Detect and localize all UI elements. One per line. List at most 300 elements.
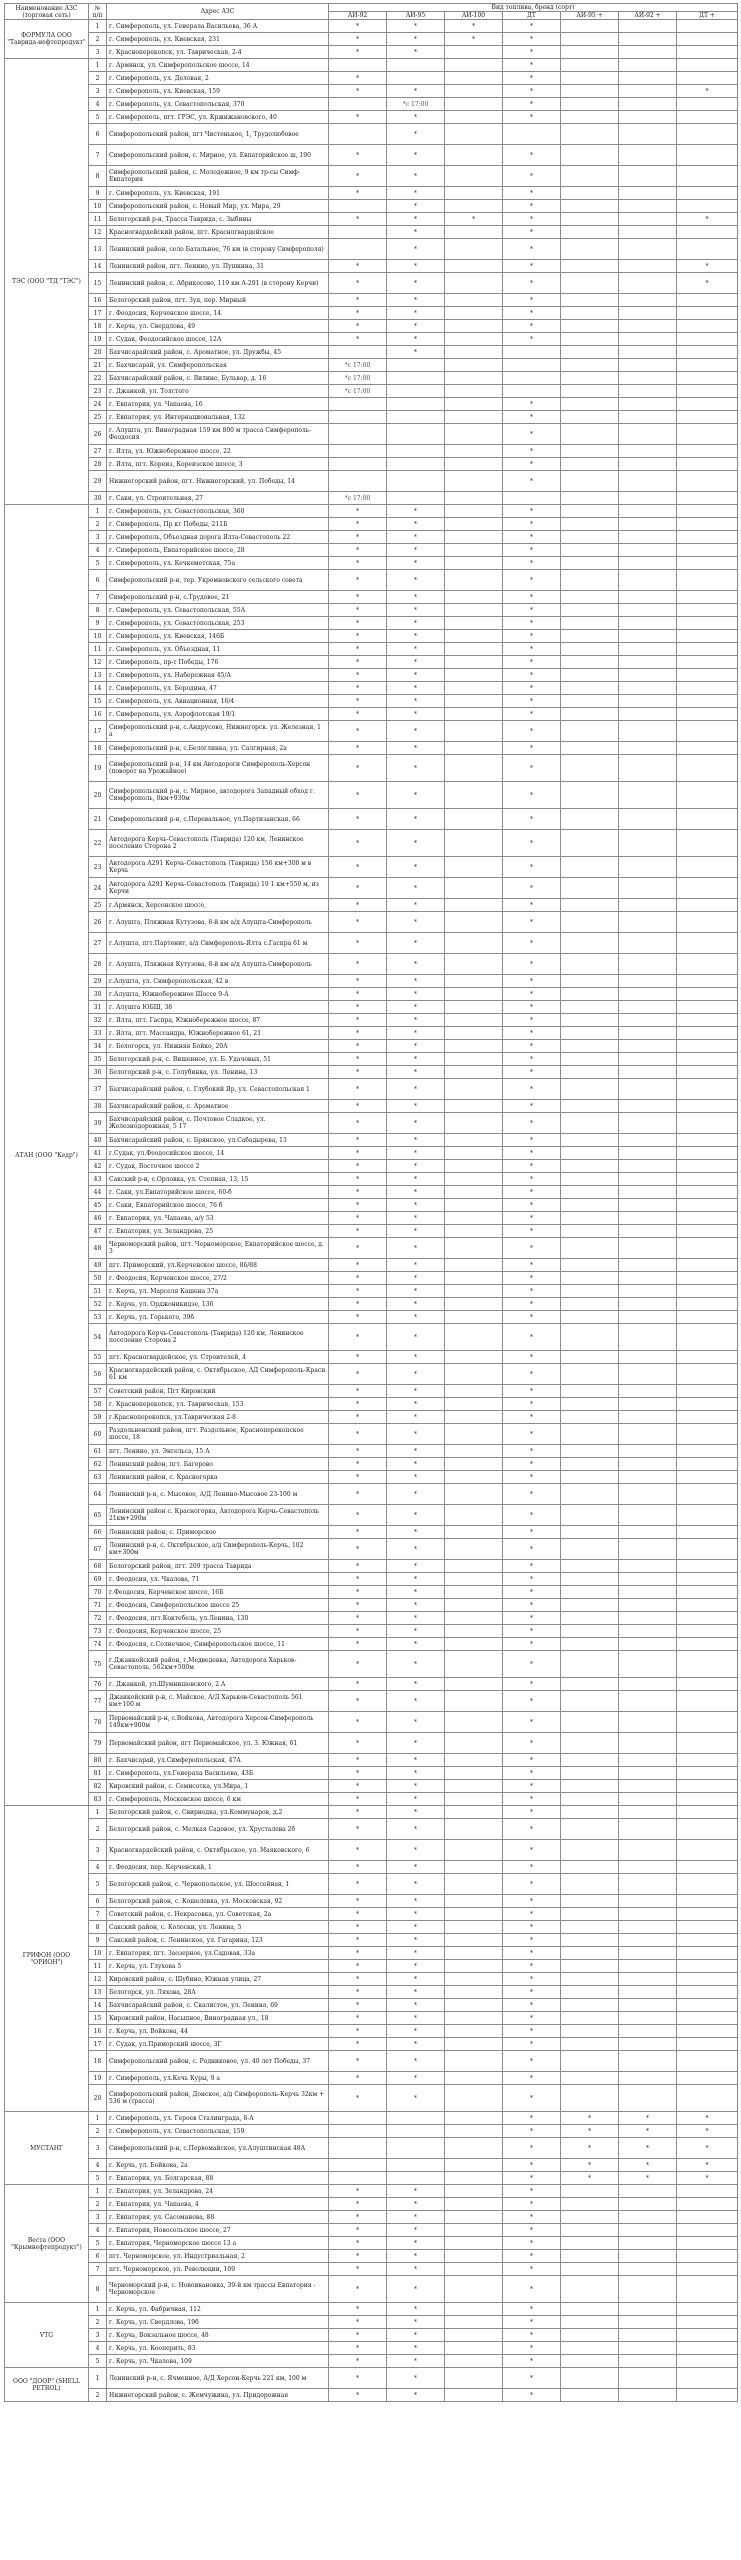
- fuel-availability-cell: *: [677, 273, 738, 294]
- table-row: [5, 200, 738, 213]
- table-row: [5, 1079, 738, 1100]
- table-row: [5, 33, 738, 46]
- row-number-cell: 2: [89, 33, 107, 46]
- table-row: [5, 1733, 738, 1754]
- fuel-availability-cell: *: [329, 1053, 387, 1066]
- address-cell: г. Симферополь, ул. Объездная, 11: [107, 643, 329, 656]
- fuel-availability-cell: *: [503, 1806, 561, 1819]
- fuel-availability-cell: *: [387, 630, 445, 643]
- fuel-availability-cell: [619, 656, 677, 669]
- fuel-availability-cell: [561, 2198, 619, 2211]
- fuel-availability-cell: [619, 1113, 677, 1134]
- fuel-availability-cell: *: [329, 1612, 387, 1625]
- row-number-cell: 1: [89, 2303, 107, 2316]
- fuel-availability-cell: [445, 899, 503, 912]
- fuel-availability-cell: *: [329, 721, 387, 742]
- fuel-availability-cell: [561, 1806, 619, 1819]
- fuel-availability-cell: *: [503, 782, 561, 809]
- fuel-availability-cell: [561, 1458, 619, 1471]
- address-cell: Белогорский район, с. Мелкая Садовое, ул. Хрусталева 2б: [107, 1819, 329, 1840]
- fuel-availability-cell: *: [503, 411, 561, 424]
- fuel-availability-cell: [561, 1986, 619, 1999]
- fuel-availability-cell: *: [503, 294, 561, 307]
- table-row: [5, 1573, 738, 1586]
- fuel-availability-cell: *: [387, 591, 445, 604]
- fuel-availability-cell: *: [387, 1040, 445, 1053]
- fuel-availability-cell: *: [329, 1040, 387, 1053]
- fuel-availability-cell: *: [503, 2112, 561, 2125]
- table-row: [5, 1505, 738, 1526]
- fuel-availability-cell: [387, 2172, 445, 2185]
- table-row: [5, 708, 738, 721]
- fuel-availability-cell: [677, 1612, 738, 1625]
- fuel-availability-cell: [677, 630, 738, 643]
- fuel-availability-cell: *: [503, 721, 561, 742]
- fuel-availability-cell: *: [387, 2368, 445, 2389]
- row-number-cell: 81: [89, 1767, 107, 1780]
- fuel-availability-cell: *: [329, 591, 387, 604]
- fuel-availability-cell: [445, 2038, 503, 2051]
- fuel-availability-cell: [561, 1733, 619, 1754]
- address-cell: г. Керчь, ул. Фабричная, 112: [107, 2303, 329, 2316]
- fuel-availability-cell: [561, 1173, 619, 1186]
- header-number: № п/п: [89, 4, 107, 20]
- row-number-cell: 37: [89, 1079, 107, 1100]
- fuel-availability-cell: [677, 2224, 738, 2237]
- fuel-availability-cell: *: [329, 988, 387, 1001]
- fuel-availability-cell: [561, 782, 619, 809]
- table-row: [5, 695, 738, 708]
- fuel-availability-cell: [445, 1285, 503, 1298]
- fuel-availability-cell: [445, 1160, 503, 1173]
- fuel-availability-cell: *: [387, 1212, 445, 1225]
- fuel-availability-cell: *: [387, 1186, 445, 1199]
- fuel-availability-cell: [561, 200, 619, 213]
- fuel-availability-cell: [677, 830, 738, 857]
- fuel-availability-cell: [561, 1625, 619, 1638]
- address-cell: Ленинский район с. Красногорка, Автодорога Керчь-Севастополь 21км+290м: [107, 1505, 329, 1526]
- row-number-cell: 53: [89, 1311, 107, 1324]
- fuel-availability-cell: *: [387, 1573, 445, 1586]
- fuel-availability-cell: *: [329, 2072, 387, 2085]
- table-row: [5, 544, 738, 557]
- row-number-cell: 6: [89, 2250, 107, 2263]
- fuel-availability-cell: [561, 1186, 619, 1199]
- fuel-availability-cell: [619, 809, 677, 830]
- fuel-availability-cell: *: [387, 604, 445, 617]
- fuel-availability-cell: *: [387, 557, 445, 570]
- fuel-availability-cell: [677, 1793, 738, 1806]
- fuel-availability-cell: *с 17:00: [329, 385, 387, 398]
- row-number-cell: 12: [89, 656, 107, 669]
- table-body: [5, 20, 738, 2402]
- fuel-availability-cell: [619, 1819, 677, 1840]
- fuel-availability-cell: *: [387, 1793, 445, 1806]
- fuel-availability-cell: *: [503, 570, 561, 591]
- fuel-availability-cell: *: [329, 1840, 387, 1861]
- fuel-availability-cell: [561, 604, 619, 617]
- fuel-availability-cell: *: [329, 1272, 387, 1285]
- fuel-availability-cell: [619, 471, 677, 492]
- table-row: [5, 2303, 738, 2316]
- fuel-availability-cell: [677, 59, 738, 72]
- fuel-availability-cell: [619, 1560, 677, 1573]
- fuel-availability-cell: [619, 1484, 677, 1505]
- address-cell: Ленинский район, с. Приморское: [107, 1526, 329, 1539]
- table-row: [5, 1311, 738, 1324]
- fuel-availability-cell: *: [677, 2138, 738, 2159]
- row-number-cell: 2: [89, 2198, 107, 2211]
- table-row: [5, 1539, 738, 1560]
- fuel-availability-cell: *с 17:00: [329, 492, 387, 505]
- fuel-availability-cell: [445, 111, 503, 124]
- fuel-availability-cell: *: [329, 1986, 387, 1999]
- fuel-availability-cell: [619, 1840, 677, 1861]
- fuel-availability-cell: [677, 1819, 738, 1840]
- row-number-cell: 2: [89, 1819, 107, 1840]
- fuel-availability-cell: [561, 2368, 619, 2389]
- fuel-availability-cell: *: [387, 2355, 445, 2368]
- fuel-availability-cell: [445, 2185, 503, 2198]
- fuel-availability-cell: [677, 1364, 738, 1385]
- row-number-cell: 9: [89, 1934, 107, 1947]
- fuel-availability-cell: *: [677, 2159, 738, 2172]
- row-number-cell: 58: [89, 1398, 107, 1411]
- fuel-availability-cell: [677, 899, 738, 912]
- fuel-availability-cell: *: [329, 1100, 387, 1113]
- document: [4, 3, 737, 2402]
- fuel-availability-cell: *: [503, 200, 561, 213]
- fuel-availability-cell: [561, 124, 619, 145]
- fuel-availability-cell: *: [387, 1947, 445, 1960]
- fuel-availability-cell: *: [387, 346, 445, 359]
- fuel-availability-cell: [445, 1147, 503, 1160]
- fuel-availability-cell: [677, 617, 738, 630]
- address-cell: г. Евпатория, ул. Зеландрова, 24: [107, 2185, 329, 2198]
- fuel-availability-cell: *: [329, 1586, 387, 1599]
- address-cell: Ленинский район, село Батальное, 76 км (в сторону Симферополя): [107, 239, 329, 260]
- fuel-availability-cell: [619, 1733, 677, 1754]
- fuel-availability-cell: *: [503, 1733, 561, 1754]
- fuel-availability-cell: [561, 2263, 619, 2276]
- fuel-availability-cell: [561, 809, 619, 830]
- fuel-availability-cell: *: [387, 1560, 445, 1573]
- fuel-availability-cell: [619, 2342, 677, 2355]
- fuel-availability-cell: [561, 1819, 619, 1840]
- fuel-availability-cell: *: [677, 2112, 738, 2125]
- fuel-availability-cell: *: [387, 111, 445, 124]
- table-row: [5, 2159, 738, 2172]
- fuel-availability-cell: [445, 471, 503, 492]
- table-row: [5, 166, 738, 187]
- fuel-availability-cell: *: [503, 2303, 561, 2316]
- address-cell: г. Саки, ул.Евпаторийское шоссе, 60-б: [107, 1186, 329, 1199]
- fuel-availability-cell: [677, 46, 738, 59]
- fuel-availability-cell: [387, 398, 445, 411]
- table-row: [5, 1212, 738, 1225]
- fuel-availability-cell: *: [329, 2250, 387, 2263]
- fuel-availability-cell: *: [387, 320, 445, 333]
- fuel-availability-cell: [619, 1445, 677, 1458]
- fuel-availability-cell: [677, 1001, 738, 1014]
- fuel-availability-cell: [503, 346, 561, 359]
- fuel-availability-cell: [619, 1780, 677, 1793]
- address-cell: г. Симферополь, Объездная дорога Ялта-Севастополь 22: [107, 531, 329, 544]
- fuel-availability-cell: [329, 445, 387, 458]
- table-row: [5, 2237, 738, 2250]
- fuel-availability-cell: *: [503, 1780, 561, 1793]
- row-number-cell: 38: [89, 1100, 107, 1113]
- fuel-availability-cell: [387, 59, 445, 72]
- address-cell: Симферопольский р-н, с.Трудовое, 21: [107, 591, 329, 604]
- fuel-availability-cell: [677, 145, 738, 166]
- fuel-availability-cell: *: [503, 1424, 561, 1445]
- fuel-availability-cell: [619, 2276, 677, 2303]
- fuel-availability-cell: *: [329, 630, 387, 643]
- fuel-availability-cell: [445, 2051, 503, 2072]
- fuel-availability-cell: *: [387, 1014, 445, 1027]
- address-cell: г. Феодосия, ул. Чкалова, 71: [107, 1573, 329, 1586]
- fuel-availability-cell: [445, 721, 503, 742]
- fuel-availability-cell: [619, 695, 677, 708]
- fuel-availability-cell: *: [503, 2342, 561, 2355]
- fuel-availability-cell: *: [503, 145, 561, 166]
- address-cell: пгт. Черноморское, ул. Революции, 109: [107, 2263, 329, 2276]
- table-row: [5, 333, 738, 346]
- fuel-availability-cell: [445, 591, 503, 604]
- table-row: [5, 294, 738, 307]
- fuel-availability-cell: [677, 1908, 738, 1921]
- fuel-availability-cell: [619, 1398, 677, 1411]
- fuel-availability-cell: *: [503, 544, 561, 557]
- fuel-availability-cell: [561, 1934, 619, 1947]
- fuel-availability-cell: *: [387, 695, 445, 708]
- fuel-availability-cell: [677, 518, 738, 531]
- fuel-availability-cell: *: [387, 809, 445, 830]
- fuel-availability-cell: [561, 721, 619, 742]
- fuel-availability-cell: [445, 1324, 503, 1351]
- fuel-availability-cell: *: [329, 1311, 387, 1324]
- address-cell: г. Симферополь, ул. Аэрофлотская 19/1: [107, 708, 329, 721]
- row-number-cell: 21: [89, 809, 107, 830]
- table-row: [5, 411, 738, 424]
- fuel-availability-cell: *: [387, 857, 445, 878]
- fuel-availability-cell: *: [503, 742, 561, 755]
- table-row: [5, 2342, 738, 2355]
- row-number-cell: 73: [89, 1625, 107, 1638]
- fuel-availability-cell: *: [503, 988, 561, 1001]
- row-number-cell: 4: [89, 98, 107, 111]
- fuel-availability-cell: *: [387, 1298, 445, 1311]
- fuel-availability-cell: [677, 458, 738, 471]
- address-cell: г. Феодосия, Симферопольское шоссе 25: [107, 1599, 329, 1612]
- fuel-availability-cell: [677, 809, 738, 830]
- fuel-availability-cell: [445, 669, 503, 682]
- fuel-availability-cell: [329, 458, 387, 471]
- row-number-cell: 24: [89, 878, 107, 899]
- fuel-availability-cell: [445, 1134, 503, 1147]
- fuel-availability-cell: [619, 1806, 677, 1819]
- network-name-cell: ООО "ДООР" (SHELL PETROL): [5, 2368, 89, 2402]
- address-cell: Ленинский район, пгт. Багерово: [107, 1458, 329, 1471]
- fuel-availability-cell: [561, 1712, 619, 1733]
- fuel-availability-cell: *: [387, 1840, 445, 1861]
- fuel-availability-cell: [561, 1411, 619, 1424]
- row-number-cell: 7: [89, 145, 107, 166]
- fuel-availability-cell: [677, 1780, 738, 1793]
- fuel-availability-cell: [677, 2263, 738, 2276]
- fuel-availability-cell: [445, 782, 503, 809]
- fuel-availability-cell: [677, 1285, 738, 1298]
- fuel-availability-cell: [387, 445, 445, 458]
- fuel-availability-cell: *: [387, 1638, 445, 1651]
- fuel-availability-cell: *: [503, 617, 561, 630]
- address-cell: г. Феодосия, Керченское шоссе, 27/2: [107, 1272, 329, 1285]
- fuel-availability-cell: [677, 2250, 738, 2263]
- fuel-availability-cell: *: [503, 471, 561, 492]
- fuel-availability-cell: [677, 531, 738, 544]
- fuel-availability-cell: [677, 1040, 738, 1053]
- address-cell: пгт. Черноморское, ул. Индустриальная, 2: [107, 2250, 329, 2263]
- fuel-availability-cell: [445, 1113, 503, 1134]
- fuel-availability-cell: [677, 570, 738, 591]
- row-number-cell: 8: [89, 2276, 107, 2303]
- row-number-cell: 54: [89, 1324, 107, 1351]
- fuel-availability-cell: [619, 1625, 677, 1638]
- fuel-availability-cell: *: [387, 1874, 445, 1895]
- fuel-availability-cell: *: [503, 445, 561, 458]
- fuel-availability-cell: [677, 239, 738, 260]
- row-number-cell: 41: [89, 1147, 107, 1160]
- fuel-availability-cell: *: [329, 85, 387, 98]
- fuel-availability-cell: [677, 878, 738, 899]
- fuel-availability-cell: *: [329, 1539, 387, 1560]
- row-number-cell: 47: [89, 1225, 107, 1238]
- fuel-availability-cell: [677, 1999, 738, 2012]
- fuel-availability-cell: [619, 2316, 677, 2329]
- fuel-availability-cell: [619, 145, 677, 166]
- fuel-availability-cell: [445, 59, 503, 72]
- row-number-cell: 42: [89, 1160, 107, 1173]
- row-number-cell: 20: [89, 346, 107, 359]
- fuel-availability-cell: *: [329, 1351, 387, 1364]
- fuel-availability-cell: [677, 1921, 738, 1934]
- network-name-cell: VTG: [5, 2303, 89, 2368]
- fuel-availability-cell: *: [619, 2125, 677, 2138]
- fuel-availability-cell: [445, 1212, 503, 1225]
- fuel-availability-cell: [677, 1934, 738, 1947]
- address-cell: Черноморский р-н, с. Новоивановка, 39-й км трассы Евпатория - Черноморское: [107, 2276, 329, 2303]
- fuel-availability-cell: [445, 1712, 503, 1733]
- fuel-availability-cell: [387, 2138, 445, 2159]
- fuel-availability-cell: *: [387, 2185, 445, 2198]
- fuel-availability-cell: [677, 1767, 738, 1780]
- fuel-availability-cell: *: [387, 1398, 445, 1411]
- address-cell: Нижнегорский район, пгт. Нижнегорский, ул. Победы, 14: [107, 471, 329, 492]
- fuel-availability-cell: [677, 492, 738, 505]
- address-cell: Ленинский р-н, с. Ячменное, А/Д Херсон-Керчь 221 км, 100 м: [107, 2368, 329, 2389]
- fuel-availability-cell: [619, 33, 677, 46]
- fuel-availability-cell: *: [503, 72, 561, 85]
- fuel-availability-cell: [445, 1259, 503, 1272]
- fuel-availability-cell: [619, 1526, 677, 1539]
- fuel-availability-cell: *: [329, 1212, 387, 1225]
- fuel-availability-cell: [619, 1895, 677, 1908]
- table-row: [5, 2112, 738, 2125]
- fuel-availability-cell: [561, 294, 619, 307]
- table-row: [5, 1458, 738, 1471]
- row-number-cell: 27: [89, 445, 107, 458]
- address-cell: г. Феодосия, с.Солнечное, Симферопольское шоссе, 11: [107, 1638, 329, 1651]
- fuel-availability-cell: *: [329, 294, 387, 307]
- fuel-availability-cell: [619, 505, 677, 518]
- fuel-availability-cell: [387, 411, 445, 424]
- table-row: [5, 1638, 738, 1651]
- fuel-availability-cell: *: [503, 557, 561, 570]
- row-number-cell: 5: [89, 1874, 107, 1895]
- address-cell: г. Симферополь, ул. Набережная 45/А: [107, 669, 329, 682]
- address-cell: Советский район, Пгт Кировский: [107, 1385, 329, 1398]
- row-number-cell: 17: [89, 2038, 107, 2051]
- fuel-availability-cell: [619, 2355, 677, 2368]
- fuel-availability-cell: [329, 411, 387, 424]
- fuel-availability-cell: [619, 72, 677, 85]
- fuel-availability-cell: [619, 1160, 677, 1173]
- fuel-availability-cell: *: [329, 1147, 387, 1160]
- fuel-availability-cell: [561, 988, 619, 1001]
- table-row: [5, 307, 738, 320]
- fuel-availability-cell: [445, 1027, 503, 1040]
- fuel-availability-cell: *: [503, 708, 561, 721]
- table-row: [5, 458, 738, 471]
- fuel-availability-cell: [445, 2025, 503, 2038]
- address-cell: г. Джанкой, ул.Шумнишевского, 2 А: [107, 1678, 329, 1691]
- fuel-availability-cell: [677, 1212, 738, 1225]
- fuel-availability-cell: [677, 2072, 738, 2085]
- fuel-availability-cell: *: [329, 273, 387, 294]
- fuel-availability-cell: [619, 1793, 677, 1806]
- fuel-availability-cell: [619, 1014, 677, 1027]
- fuel-availability-cell: [619, 2237, 677, 2250]
- fuel-availability-cell: *: [503, 1272, 561, 1285]
- fuel-availability-cell: [677, 1560, 738, 1573]
- fuel-availability-cell: *: [387, 1612, 445, 1625]
- table-row: [5, 1934, 738, 1947]
- fuel-availability-cell: *: [387, 333, 445, 346]
- fuel-availability-cell: [561, 85, 619, 98]
- fuel-availability-cell: [619, 721, 677, 742]
- fuel-availability-cell: [503, 359, 561, 372]
- row-number-cell: 9: [89, 187, 107, 200]
- fuel-availability-cell: *с 17:00: [387, 98, 445, 111]
- table-row: [5, 1147, 738, 1160]
- fuel-availability-cell: *: [503, 1238, 561, 1259]
- fuel-availability-cell: [619, 1411, 677, 1424]
- fuel-availability-cell: [445, 307, 503, 320]
- fuel-availability-cell: [445, 1424, 503, 1445]
- row-number-cell: 30: [89, 988, 107, 1001]
- fuel-availability-cell: [445, 695, 503, 708]
- fuel-availability-cell: [503, 124, 561, 145]
- fuel-availability-cell: [445, 1225, 503, 1238]
- table-row: [5, 1324, 738, 1351]
- row-number-cell: 1: [89, 2112, 107, 2125]
- fuel-availability-cell: [619, 424, 677, 445]
- fuel-availability-cell: *: [619, 2138, 677, 2159]
- fuel-availability-cell: [445, 954, 503, 975]
- fuel-availability-cell: *: [387, 2224, 445, 2237]
- row-number-cell: 8: [89, 166, 107, 187]
